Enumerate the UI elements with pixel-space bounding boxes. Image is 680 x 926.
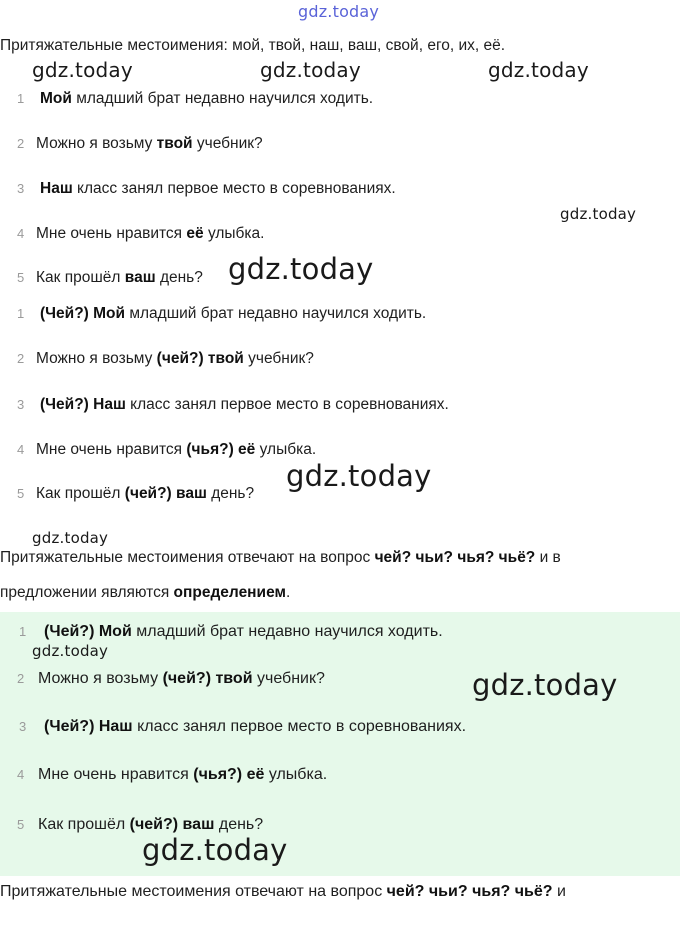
item-number: 3	[19, 719, 27, 734]
sentence-text: Как прошёл ваш день?	[36, 269, 203, 286]
item-number: 2	[17, 136, 25, 151]
item-number: 1	[19, 624, 27, 639]
watermark: gdz.today	[488, 58, 589, 82]
watermark: gdz.today	[560, 205, 637, 223]
sentence-text: (Чей?) Мой младший брат недавно научился ходить.	[40, 305, 427, 322]
item-number: 5	[17, 270, 25, 285]
watermark: gdz.today	[286, 459, 432, 493]
watermark: gdz.today	[32, 642, 109, 660]
footer-rule-line: Притяжательные местоимения отвечают на вопрос чей? чьи? чья? чьё? и	[0, 883, 566, 900]
item-number: 4	[17, 442, 25, 457]
sentence-text: Мой младший брат недавно научился ходить.	[40, 90, 374, 107]
item-number: 1	[17, 91, 25, 106]
watermark: gdz.today	[32, 529, 109, 547]
watermark: gdz.today	[142, 833, 288, 867]
sentence-text: Можно я возьму твой учебник?	[36, 135, 263, 152]
watermark: gdz.today	[472, 668, 618, 702]
item-number: 1	[17, 306, 25, 321]
watermark: gdz.today	[32, 58, 133, 82]
sentence-text: Мне очень нравится (чья?) её улыбка.	[36, 441, 317, 458]
item-number: 4	[17, 226, 25, 241]
sentence-text: Можно я возьму (чей?) твой учебник?	[36, 350, 314, 367]
sentence-text: Мне очень нравится её улыбка.	[36, 225, 265, 242]
rule-line-2: предложении являются определением.	[0, 584, 291, 601]
item-number: 5	[17, 486, 25, 501]
item-number: 2	[17, 671, 25, 686]
watermark-top: gdz.today	[298, 2, 380, 21]
sentence-text: Мне очень нравится (чья?) её улыбка.	[38, 766, 328, 783]
sentence-text: Как прошёл (чей?) ваш день?	[38, 816, 264, 833]
sentence-text: Можно я возьму (чей?) твой учебник?	[38, 670, 325, 687]
item-number: 5	[17, 817, 25, 832]
item-number: 2	[17, 351, 25, 366]
item-number: 3	[17, 181, 25, 196]
watermark: gdz.today	[228, 252, 374, 286]
item-number: 4	[17, 767, 25, 782]
watermark: gdz.today	[260, 58, 361, 82]
sentence-text: Как прошёл (чей?) ваш день?	[36, 485, 255, 502]
item-number: 3	[17, 397, 25, 412]
sentence-text: Наш класс занял первое место в соревнованиях.	[40, 180, 396, 197]
sentence-text: (Чей?) Мой младший брат недавно научился ходить.	[44, 623, 443, 640]
rule-line-1: Притяжательные местоимения отвечают на вопрос чей? чьи? чья? чьё? и в	[0, 549, 561, 566]
sentence-text: (Чей?) Наш класс занял первое место в соревнованиях.	[40, 396, 449, 413]
intro-line: Притяжательные местоимения: мой, твой, наш, ваш, свой, его, их, её.	[0, 37, 506, 54]
sentence-text: (Чей?) Наш класс занял первое место в соревнованиях.	[44, 718, 467, 735]
